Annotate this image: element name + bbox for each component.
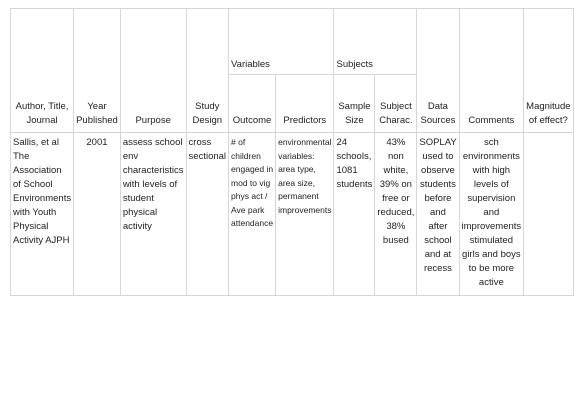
group-header-variables: Variables	[229, 9, 334, 75]
cell-sample-size: 24 schools, 1081 students	[334, 133, 375, 296]
cell-author: Sallis, et al The Association of School Environments with Youth Physical Activity AJPH	[11, 133, 74, 296]
header-subject-charac: Subject Charac.	[375, 75, 417, 133]
header-data-sources: Data Sources	[417, 9, 459, 133]
header-purpose: Purpose	[120, 9, 186, 133]
cell-magnitude	[524, 133, 573, 296]
table-row	[11, 133, 574, 296]
cell-predictors: environmental variables: area type, area size, permanent improvements	[276, 133, 334, 296]
cell-year: 2001	[74, 133, 121, 296]
header-sample-size: Sample Size	[334, 75, 375, 133]
cell-outcome: # of children engaged in mod to vig phys act / Ave park attendance	[229, 133, 276, 296]
group-header-subjects: Subjects	[334, 9, 417, 75]
cell-data-sources: SOPLAY used to observe students before and after school and at recess	[417, 133, 459, 296]
header-outcome: Outcome	[229, 75, 276, 133]
header-study-design: Study Design	[186, 9, 229, 133]
header-comments: Comments	[459, 9, 524, 133]
cell-subject-charac: 43% non white, 39% on free or reduced, 38% bused	[375, 133, 417, 296]
header-predictors: Predictors	[276, 75, 334, 133]
cell-study-design: cross sectional	[186, 133, 229, 296]
cell-purpose: assess school env characteristics with levels of student physical activity	[120, 133, 186, 296]
header-magnitude: Magnitude of effect?	[524, 9, 573, 133]
cell-comments: sch environments with high levels of supervision and improvements stimulated girls and boys to be more active	[459, 133, 524, 296]
header-year: Year Published	[74, 9, 121, 133]
literature-review-table	[10, 8, 574, 296]
group-header-row	[11, 9, 574, 75]
header-author: Author, Title, Journal	[11, 9, 74, 133]
